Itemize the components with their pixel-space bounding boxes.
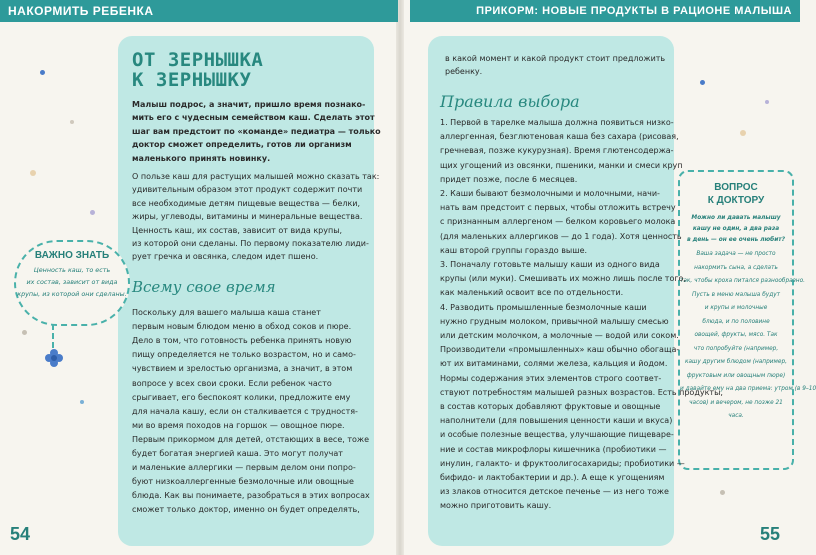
rule-line: каш второй группы гораздо выше.	[440, 245, 588, 255]
badge-line: Ценность каш, то есть	[33, 266, 111, 274]
confetti-dot	[40, 70, 45, 75]
sidebox-answer-line: Ваша задача — не просто	[696, 251, 776, 257]
body-line: сможет только доктор, именно он будет определять,	[132, 505, 360, 515]
rule-line: нать вам предстоит с первых, чтобы отложить встречу	[440, 203, 676, 213]
confetti-dot	[22, 330, 27, 335]
rule-line: 1. Первой в тарелке малыша должна появиться низко-	[440, 118, 674, 127]
sidebox-answer-line: овощей, фрукты, мясо. Так	[694, 332, 778, 338]
body-line: ребенку.	[445, 67, 483, 77]
rule-line: придет позже, после 6 месяцев.	[440, 174, 578, 184]
confetti-dot	[30, 170, 36, 176]
confetti-dot	[90, 210, 95, 215]
body-line: О пользе каш для растущих малышей можно сказать так:	[132, 172, 380, 181]
body-line: для начала кашу, если он сталкивается с трудностя-	[132, 406, 358, 416]
badge-line: крупы, из которой они сделаны.	[17, 290, 127, 298]
sidebox-answer-line: накормить сына, а сделать	[694, 264, 778, 271]
confetti-dot	[765, 100, 769, 104]
sidebox-question-line: Можно ли давать малышу	[691, 215, 781, 221]
sidebox-title-line: К ДОКТОРУ	[707, 195, 765, 206]
badge-title: ВАЖНО ЗНАТЬ	[34, 250, 110, 261]
subtitle-timing: Всему свое время	[132, 278, 276, 296]
rule-line: Нормы содержания этих элементов строго соответ-	[440, 373, 662, 383]
intro-line: мить его с чудесным семейством каш. Сделать этот	[132, 113, 375, 123]
body-line: первым новым блюдом меню в обход соков и пюре.	[132, 322, 352, 332]
sidebox-answer-line: и давайте ему на два приема: утром (в 9–10	[680, 386, 816, 392]
important-note-badge	[14, 240, 130, 326]
body-line: Первым прикормом для детей, отстающих в весе, тоже	[132, 434, 370, 444]
body-line: удивительным образом этот продукт содержит почти	[132, 185, 363, 195]
rule-line: (для маленьких аллергиков — до 1 года). Хотя ценность	[440, 231, 682, 241]
body-line: и маленькие аллергики — первым делом они попро-	[132, 463, 356, 473]
rule-line: как маленький освоит все по отдельности.	[440, 288, 624, 298]
rule-line: из злаков относится детское печенье — из него тоже	[440, 487, 669, 497]
left-header: НАКОРМИТЬ РЕБЕНКА	[0, 0, 398, 22]
rule-line: наполнители (для повышения ценности каши и вкуса)	[440, 416, 673, 426]
body-line: ми во время походов на горшок — овощное пюре.	[132, 420, 345, 430]
rule-line: ют их витаминами, солями железа, кальция и йодом.	[440, 359, 668, 369]
body-line: жиры, углеводы, витамины и минеральные вещества.	[132, 212, 363, 222]
sidebox-answer-line: Пусть в меню малыша будут	[691, 291, 781, 298]
rule-line: с признанным аллергеном — белком коровьего молока	[440, 217, 676, 227]
doctor-question-box	[678, 170, 816, 470]
confetti-dot	[70, 120, 74, 124]
rule-line: инулин, галакто- и фруктоолигосахариды; пробиотики —	[440, 458, 685, 468]
sidebox-answer-line: кашу другим блюдом (например,	[684, 359, 787, 365]
rule-line: 2. Каши бывают безмолочными и молочными, начи-	[440, 189, 660, 198]
confetti-dot	[700, 80, 705, 85]
page-number-left: 54	[10, 524, 31, 544]
sidebox-question-line: кашу не один, а два раза	[692, 226, 780, 232]
body-line: чувствием и зрелостью организма, а значит, в этом	[132, 364, 353, 374]
body-line: пищу определяется не только возрастом, но и само-	[132, 350, 356, 360]
subtitle-rules: Правила выбора	[440, 92, 580, 111]
confetti-dot	[80, 400, 84, 404]
rule-line: и особые полезные вещества, улучшающие пищеваре-	[440, 430, 674, 440]
body-line: в какой момент и какой продукт стоит предложить	[445, 54, 666, 63]
rule-line: крупы (или муки). Смешивать их можно лишь после того,	[440, 274, 686, 284]
intro-line: шаг вам предстоит по «команде» педиатра — только	[132, 126, 381, 136]
sidebox-answer-line: так, чтобы кроха питался разнообразно.	[680, 278, 805, 284]
badge-line: их состав, зависит от вида	[26, 278, 118, 286]
rule-line: Производители «промышленных» каш обычно обогаща-	[440, 345, 680, 355]
sidebox-answer-line: часов) и вечером, не позже 21	[689, 399, 783, 406]
rule-line: можно приготовить кашу.	[440, 501, 552, 511]
body-line: Ценность каш, их состав, зависит от вида крупы,	[132, 225, 343, 235]
body-line: блюда. Как вы понимаете, разобраться в этих вопросах	[132, 491, 370, 501]
flower-icon	[44, 348, 64, 368]
body-line: все необходимые детям пищевые вещества — белки,	[132, 198, 361, 208]
rule-line: бифидо- и лактобактерии и др.). А еще к угощениям	[440, 473, 665, 482]
book-spine	[396, 0, 404, 555]
body-line: из которой они сделаны. По первому показателю лиди-	[132, 239, 369, 248]
rule-line: или детским молочком, а молочные — водой или соком.	[440, 331, 679, 340]
intro-line: доктор сможет определить, готов ли организм	[132, 140, 352, 150]
rule-line: нужно грудным молоком, привычной малышу смесью	[440, 316, 669, 326]
body-line: вопросе у всех свои сроки. Если ребенок часто	[132, 378, 332, 388]
sidebox-answer-line: часа.	[728, 413, 744, 419]
right-header: ПРИКОРМ: НОВЫЕ ПРОДУКТЫ В РАЦИОНЕ МАЛЫША	[410, 0, 800, 22]
rule-line: 4. Разводить промышленные безмолочные каши	[440, 302, 647, 312]
page-number-right: 55	[760, 524, 781, 544]
intro-line: маленького принять новинку.	[132, 153, 271, 163]
rule-line: ние и состав микрофлоры кишечника (пробиотики —	[440, 444, 667, 454]
section-title-line-2: К ЗЕРНЫШКУ	[132, 69, 252, 91]
rule-line: 3. Поначалу готовьте малышу каши из одного вида	[440, 260, 660, 269]
body-line: рует гречка и овсянка, следом идет пшено.	[132, 252, 319, 262]
rule-line: аллергенная, безглютеновая каша без сахара (рисовая,	[440, 132, 679, 142]
intro-line: Малыш подрос, а значит, пришло время познако-	[132, 100, 366, 109]
rule-line: в состав которых добавляют фруктовые и овощные	[440, 402, 661, 411]
badge-tail	[52, 324, 54, 348]
rule-line: гречневая, позже кукурузная). Время глютенсодержа-	[440, 146, 674, 156]
body-line: срыгивает, его беспокоят колики, предложите ему	[132, 392, 351, 402]
sidebox-title-line: ВОПРОС	[714, 182, 758, 193]
body-line: будет богатая энергией каша. Это могут получат	[132, 449, 343, 458]
sidebox-answer-line: фруктовым или овощным пюре)	[686, 372, 786, 379]
sidebox-answer-line: что попробуйте (например,	[693, 345, 779, 352]
sidebox-answer-line: блюда, и по половине	[702, 318, 770, 325]
sidebox-answer-line: и крупы и молочные	[704, 305, 768, 311]
body-line: Поскольку для вашего малыша каша станет	[132, 308, 321, 317]
confetti-dot	[740, 130, 746, 136]
confetti-dot	[720, 490, 725, 495]
section-title-line-1: ОТ ЗЕРНЫШКА	[132, 49, 264, 71]
rule-line: ствуют потребностям малышей разных возрастов. Есть продукты,	[440, 387, 723, 397]
body-line: буют низкоаллергенные безмолочные или овощные	[132, 477, 354, 487]
rule-line: щих угощений из овсянки, пшеники, манки и смеси круп	[440, 160, 683, 170]
sidebox-question-line: в день — он ее очень любит?	[687, 237, 785, 243]
body-line: Дело в том, что готовность ребенка принять новую	[132, 336, 352, 346]
